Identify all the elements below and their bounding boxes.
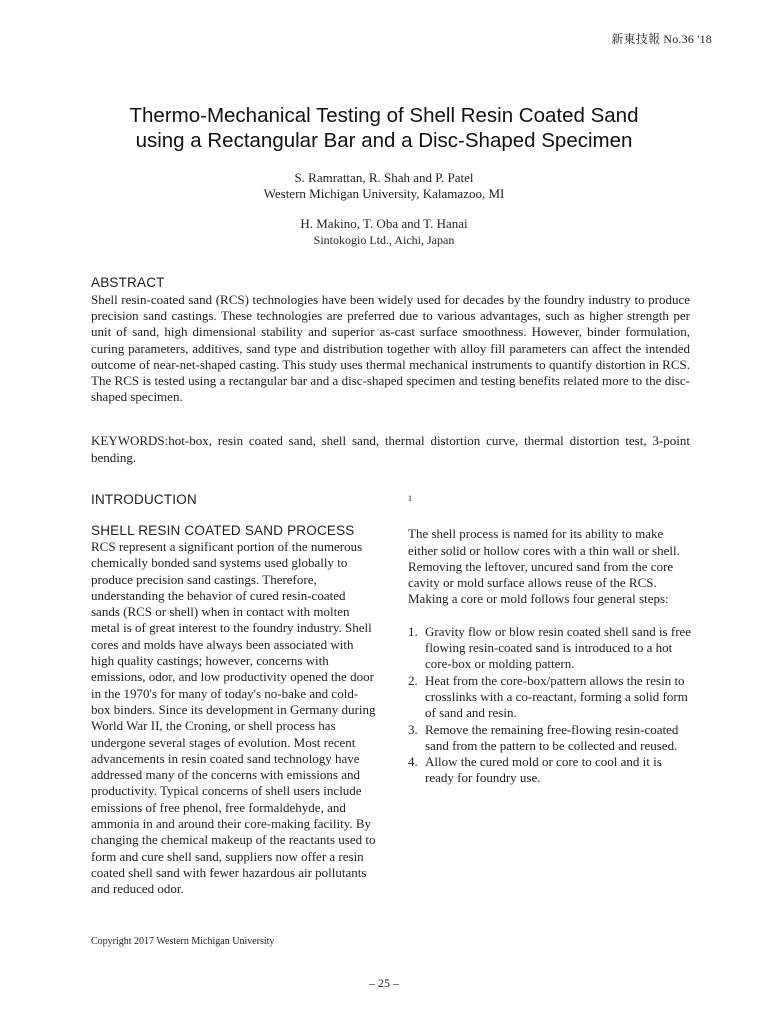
step-number: 1.: [408, 623, 418, 639]
step-number: 4.: [408, 754, 418, 770]
title-line-1: Thermo-Mechanical Testing of Shell Resin Coated Sand: [129, 104, 639, 127]
introduction-heading: INTRODUCTION: [91, 492, 197, 507]
right-column: [408, 494, 693, 787]
author-names-1: S. Ramrattan, R. Shah and P. Patel: [294, 170, 474, 185]
process-steps-list: [408, 624, 693, 787]
paragraph-1-text: RCS represent a significant portion of the numerous chemically bonded sand systems used globally to produce precision sand castings. Therefore, understanding the behavior of cured resin-coated sands (RCS or shell) when in contact with molten metal is of great interest to the foundry industry. Shell cores and molds have always been associated with high quality castings; however, concerns with emissions, odor, and low productivity opened the door in the 1970's for many of today's no-bake and cold-box binders. Since its development in Germany during World War II, the Croning, or shell process has undergone several stages of evolution. Most recent advancements in resin coated sand technology have addressed many of the concerns with emissions and productivity. Typical concerns of shell users include emissions of free phenol, free formaldehyde, and ammonia in and around their core-making facility. By changing the chemical makeup of the reactants used to form and cure shell sand, suppliers now offer a resin coated shell sand with fewer hazardous air pollutants and reduced odor.: [91, 539, 376, 897]
abstract-heading: ABSTRACT: [91, 275, 165, 290]
paper-title: [60, 103, 708, 153]
copyright-notice: Copyright 2017 Western Michigan University: [91, 936, 275, 947]
introduction-paragraph-1-continued: [408, 494, 693, 510]
list-item: [408, 624, 693, 673]
step-text: Allow the cured mold or core to cool and it is ready for foundry use.: [425, 754, 662, 786]
author-block: [60, 170, 708, 248]
author-affiliation-1: Western Michigan University, Kalamazoo, MI: [263, 186, 505, 201]
citation-ref: 1: [408, 494, 412, 503]
left-column: [91, 492, 376, 898]
list-item: [408, 673, 693, 722]
journal-reference: 新東技報 No.36 '18: [611, 32, 712, 46]
author-names-2: H. Makino, T. Oba and T. Hanai: [300, 216, 468, 231]
step-text: Heat from the core-box/pattern allows the resin to crosslinks with a co-reactant, forming a solid form of sand and resin.: [425, 672, 688, 721]
title-line-2: using a Rectangular Bar and a Disc-Shaped Specimen: [135, 129, 633, 152]
step-text: Gravity flow or blow resin coated shell sand is free flowing resin-coated sand is introduced to a hot core-box or molding pattern.: [425, 623, 692, 672]
introduction-paragraph-1: [91, 539, 376, 898]
list-item: [408, 722, 693, 755]
introduction-paragraph-2: The shell process is named for its ability to make either solid or hollow cores with a thin wall or shell. Removing the leftover, uncured sand from the core cavity or mold surface allows reuse of the RCS. Making a core or mold follows four general steps:: [408, 526, 680, 607]
page-number: – 25 –: [369, 976, 399, 990]
keywords: KEYWORDS:hot-box, resin coated sand, shell sand, thermal distortion curve, thermal distortion test, 3-point bending.: [91, 433, 690, 465]
author-affiliation-2: Sintokogio Ltd., Aichi, Japan: [313, 233, 455, 247]
subsection-heading: SHELL RESIN COATED SAND PROCESS: [91, 523, 355, 538]
list-item: [408, 754, 693, 787]
step-number: 2.: [408, 672, 418, 688]
abstract-text: Shell resin-coated sand (RCS) technologies have been widely used for decades by the foundry industry to produce precision sand castings. These technologies are preferred due to various advantages, such as higher strength per unit of sand, high dimensional stability and superior as-cast surface smoothness. However, binder formulation, curing parameters, additives, sand type and distribution together with alloy fill parameters can affect the intended outcome of near-net-shaped casting. This study uses thermal mechanical instruments to quantify distortion in RCS. The RCS is tested using a rectangular bar and a disc-shaped specimen and testing benefits related more to the disc-shaped specimen.: [91, 292, 690, 405]
step-text: Remove the remaining free-flowing resin-coated sand from the pattern to be collected and reused.: [425, 721, 679, 753]
step-number: 3.: [408, 721, 418, 737]
